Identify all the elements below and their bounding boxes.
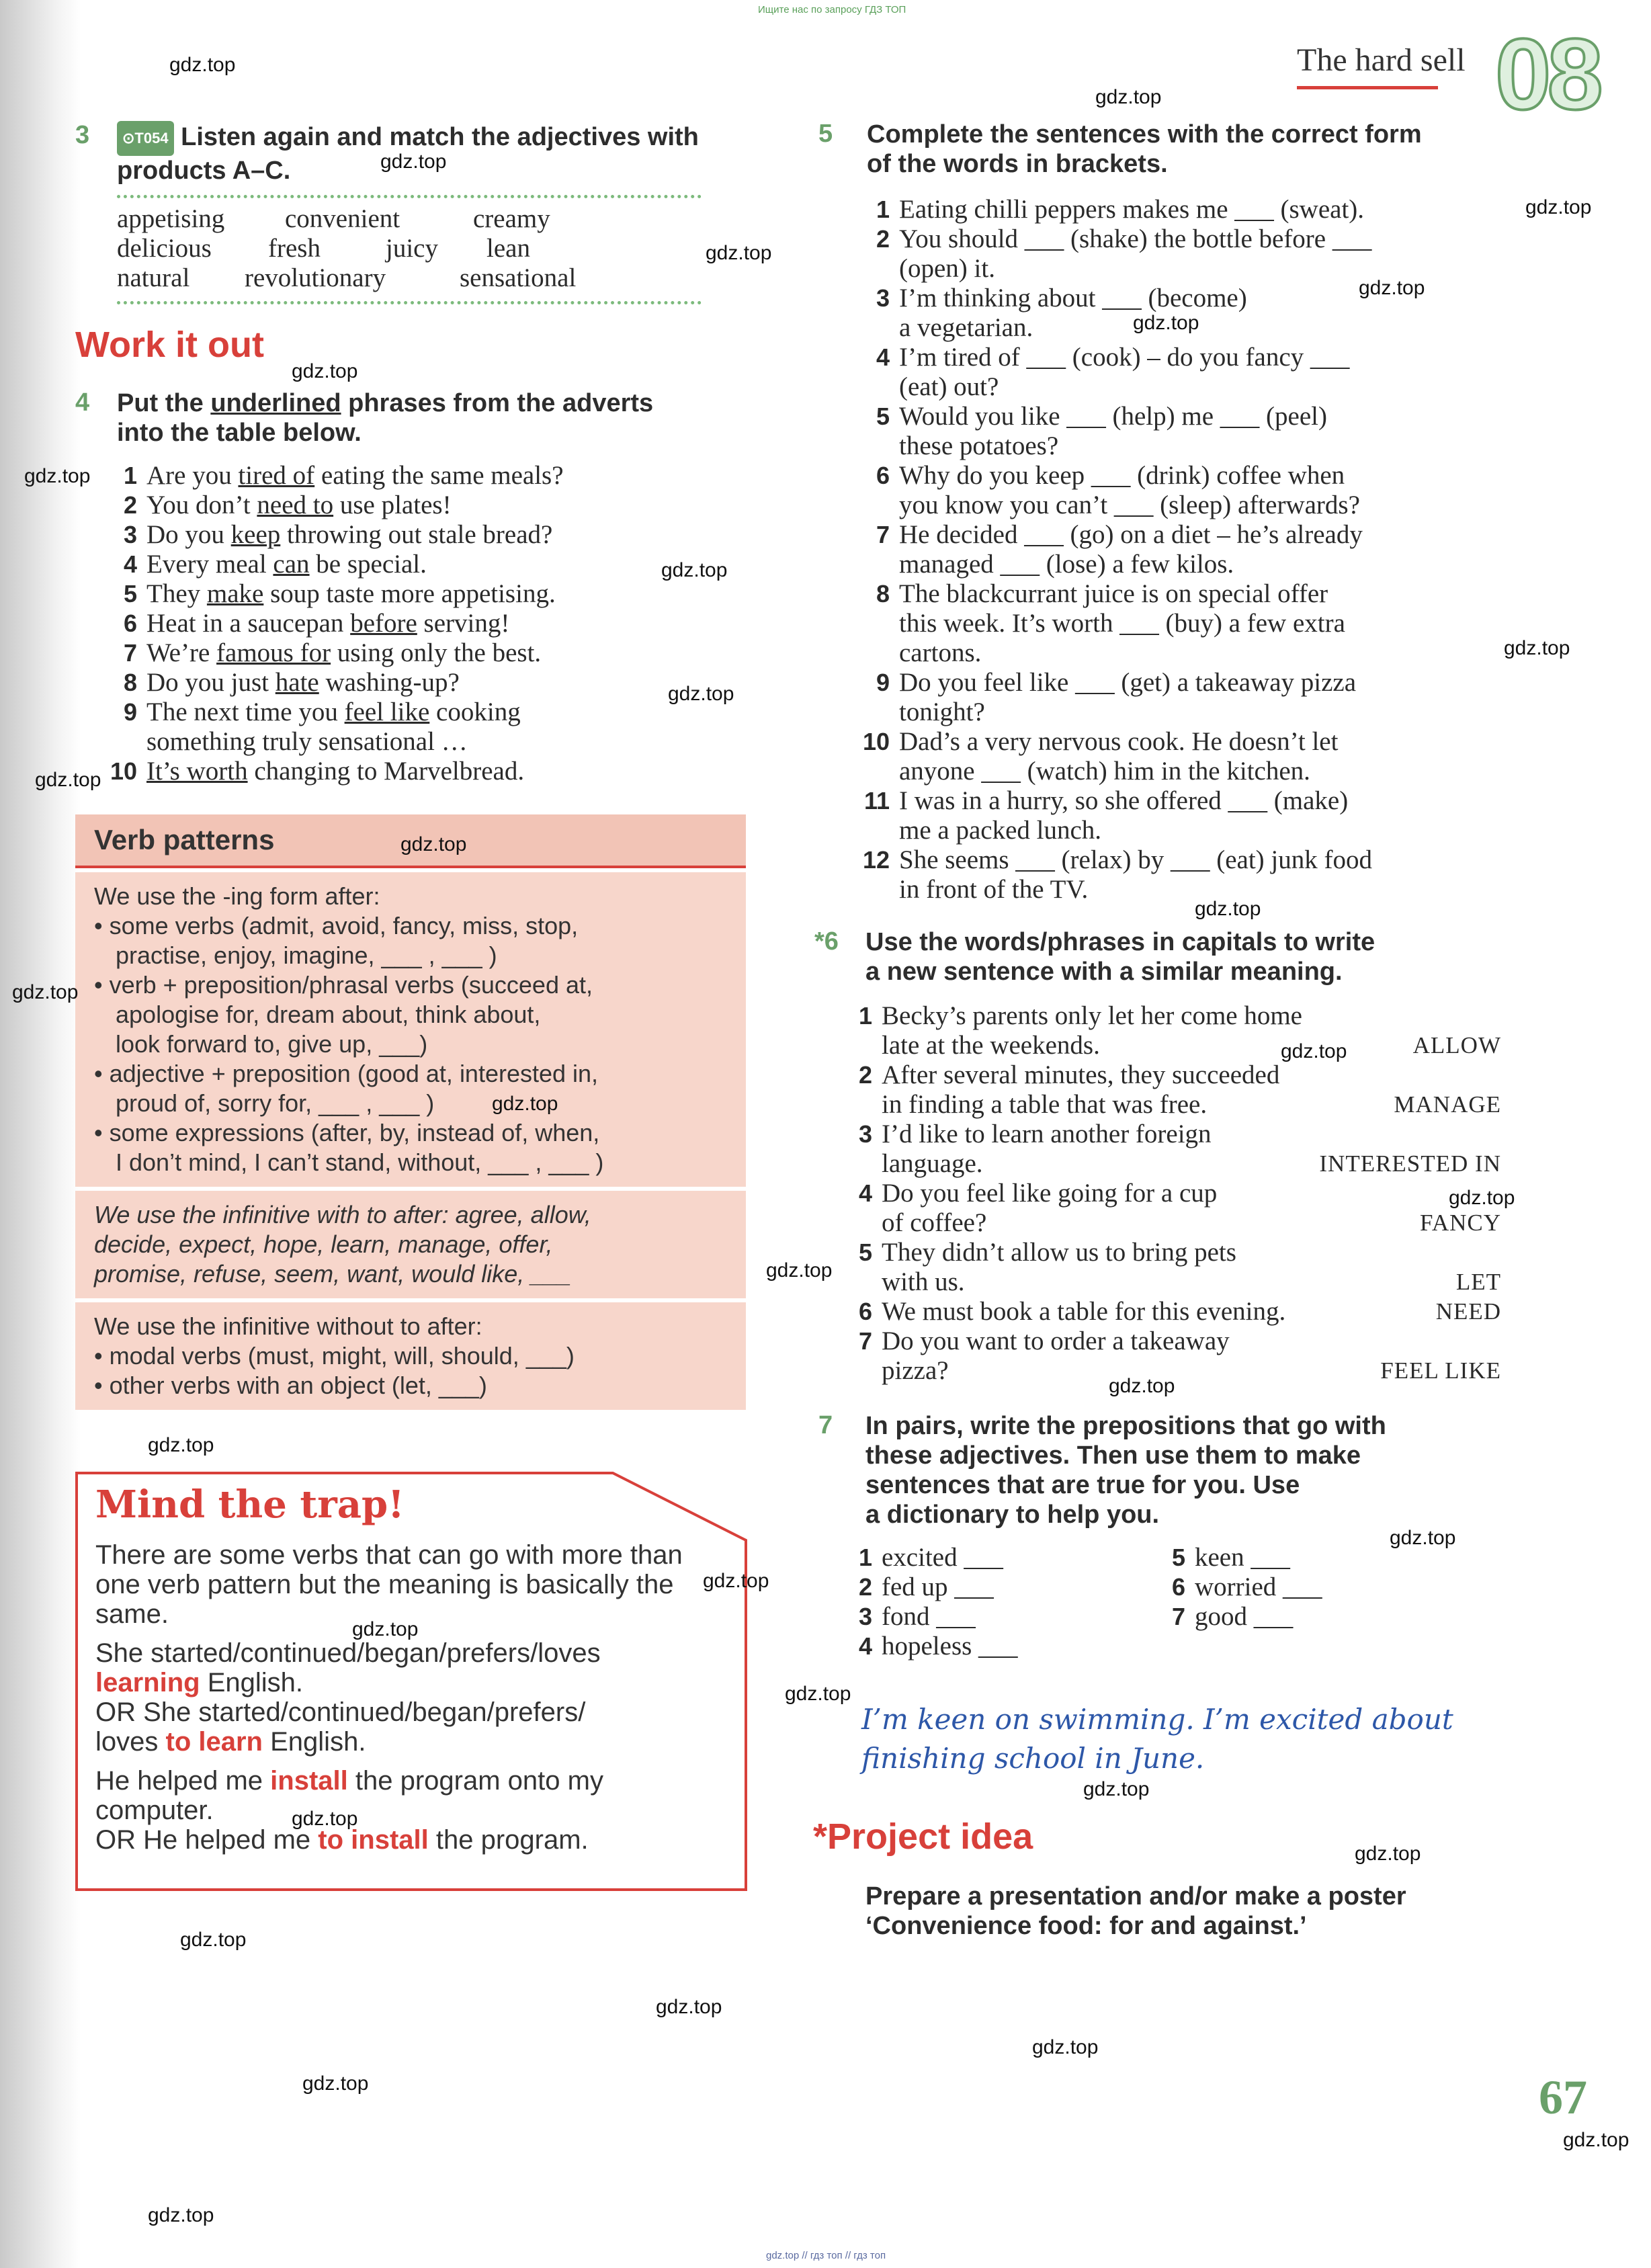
ex3-bottom-dots [117,301,702,304]
watermark: gdz.top [1281,1040,1347,1062]
item-line: (open) it. [899,254,995,283]
ex5-item [860,520,1519,579]
item-text: fed up ___ [882,1572,994,1601]
watermark: gdz.top [148,2204,214,2226]
watermark: gdz.top [661,559,728,581]
underlined-phrase: tired of [238,461,315,490]
instruction-line: these adjectives. Then use them to make [865,1441,1361,1470]
trap-body: There are some verbs that can go with more than one verb pattern but the meaning is basically the same. She started/continued/began/prefers/loves learning English. OR She started/continued/began/prefers/ loves to learn English. He helped me install the program onto my computer. OR He helped me to install the program. [95,1540,683,1855]
item-text [882,1238,1501,1297]
ex7-item [1156,1572,1451,1602]
item-text [146,491,452,520]
item-line: You should ___ (shake) the bottle before ___ [899,224,1372,253]
item-line-with-keyword [882,1208,1501,1238]
underlined-phrase: need to [257,491,334,519]
item-line: Would you like ___ (help) me ___ (peel) [899,402,1327,431]
ex4-item [108,550,753,579]
pattern-line: I don’t mind, I can’t stand, without, ___ , ___ ) [116,1148,604,1176]
item-number [108,727,137,757]
item-number: 9 [123,698,137,726]
item-number: 8 [876,580,890,607]
item-text: keen ___ [1195,1543,1290,1572]
watermark: gdz.top [1032,2036,1099,2058]
watermark: gdz.top [380,151,447,173]
audio-track-icon[interactable]: ⊙T054 [117,121,174,156]
item-number: 10 [110,757,137,785]
watermark: gdz.top [1525,196,1592,218]
item-line: I’m thinking about ___ (become) [899,284,1247,312]
item-line: late at the weekends. [882,1031,1100,1060]
text-pre: Do you just [146,668,276,697]
item-line: He decided ___ (go) on a diet – he’s already [899,520,1363,549]
item-text [899,461,1360,520]
handwritten-example: I’m keen on swimming. I’m excited about finishing school in June. [861,1703,1453,1775]
item-number: 1 [123,462,137,489]
watermark: gdz.top [352,1618,419,1640]
item-number: 4 [858,1632,872,1660]
item-number: 4 [876,343,890,371]
pattern-line: • adjective + preposition (good at, interested in, [94,1060,599,1087]
item-text [146,668,460,698]
text-pre: We’re [146,638,217,667]
item-number: 7 [123,639,137,667]
unit-number: 08 [1495,17,1599,130]
header-title: The hard sell [1297,42,1466,78]
ex4-item [108,520,753,550]
watermark: gdz.top [1359,277,1425,299]
ex3-instruction: ⊙T054 Listen again and match the adjectives with products A–C. [117,121,755,185]
watermark: gdz.top [785,1683,851,1705]
word-row-2: delicious fresh juicy lean [117,234,530,263]
item-line: I’m tired of ___ (cook) – do you fancy ___ [899,343,1350,372]
ex4-instruction: Put the underlined phrases from the adverts into the table below. [117,389,654,447]
item-line: We must book a table for this evening. [882,1297,1286,1326]
item-number: 5 [123,580,137,607]
item-number: 11 [863,787,890,814]
page-number: 67 [1539,2070,1587,2124]
item-text [899,402,1327,461]
ex7-list-left [843,1543,1138,1661]
watermark: gdz.top [12,981,79,1003]
underlined-phrase: feel like [344,698,430,726]
ex6-item [843,1238,1501,1297]
watermark: gdz.top [1133,312,1199,334]
item-number: 2 [858,1061,872,1089]
item-line: I was in a hurry, so she offered ___ (make) [899,786,1349,815]
text-pre: Are you [146,461,239,490]
watermark: gdz.top [169,54,236,76]
project-idea-text: Prepare a presentation and/or make a poster ‘Convenience food: for and against.’ [865,1882,1406,1940]
pattern-line: We use the infinitive without to after: [94,1312,482,1340]
item-line: in finding a table that was free. [882,1090,1208,1119]
item-number: 2 [876,225,890,253]
item-text [899,727,1338,786]
item-text: excited ___ [882,1543,1003,1572]
item-line: me a packed lunch. [899,816,1102,845]
pattern-line: • some expressions (after, by, instead of, when, [94,1119,600,1146]
item-text [882,1001,1501,1060]
item-line-with-keyword [882,1090,1501,1120]
watermark: gdz.top [1449,1187,1515,1209]
item-number: 4 [858,1179,872,1207]
item-line: Do you want to order a takeaway [882,1327,1230,1355]
ex7-item [1156,1602,1451,1632]
verb-patterns-bare-infinitive [75,1302,746,1410]
ex4-item [108,668,753,698]
text-post: using only the best. [331,638,542,667]
item-number: 6 [876,462,890,489]
watermark: gdz.top [1195,898,1261,920]
bottom-banner: gdz.top // гдз топ // гдз топ [766,2250,886,2261]
watermark: gdz.top [1109,1375,1175,1397]
item-number: 6 [1171,1573,1185,1601]
item-line: After several minutes, they succeeded [882,1060,1280,1089]
item-line-with-keyword [882,1149,1501,1179]
item-text [882,1297,1501,1327]
ex5-item [860,786,1519,845]
text-post: cooking [429,698,521,726]
ex7-number: 7 [818,1411,833,1439]
item-line: She seems ___ (relax) by ___ (eat) junk food [899,845,1372,874]
keyword-capitals: LET [1455,1269,1501,1295]
item-line-with-keyword [882,1356,1501,1386]
item-text [146,727,468,757]
verb-patterns-box [75,814,746,1410]
ex6-item [843,1001,1501,1060]
pattern-line: • verb + preposition/phrasal verbs (succeed at, [94,971,593,999]
ex6-item [843,1120,1501,1179]
item-number: 3 [858,1120,872,1148]
verb-patterns-ing: We use the -ing form after: • some verbs (admit, avoid, fancy, miss, stop, practise, enjoy, imagine, ___ , ___ ) • verb + preposition/phrasal verbs (succeed at, apologise for, dream about, think about, look forward to, give up, ___) • adjective + preposition (good at, interested in, proud of, sorry for, ___ , ___ ) • some expressions (after, by, instead of, when, I don’t mind, I can’t stand, without, ___ , ___ ) [75,872,746,1187]
instruction-line: In pairs, write the prepositions that go with [865,1412,1386,1440]
ex5-instruction: Complete the sentences with the correct form of the words in brackets. [867,120,1422,178]
instruction-line: a dictionary to help you. [865,1501,1160,1529]
text-post: serving! [417,609,510,638]
top-banner: Ищите нас по запросу ГДЗ ТОП [758,4,906,15]
item-line-with-keyword [882,1031,1501,1060]
ex7-item [843,1572,1138,1602]
text-post: changing to Marvelbread. [247,757,525,786]
item-line-with-keyword [882,1267,1501,1297]
item-text [146,757,524,786]
text-post: soup taste more appetising. [263,579,556,608]
item-text [146,579,556,609]
item-line: Becky’s parents only let her come home [882,1001,1302,1030]
item-text [146,461,564,491]
item-text [899,579,1345,668]
item-line: anyone ___ (watch) him in the kitchen. [899,757,1310,786]
ex4-item [108,698,753,727]
item-text: fond ___ [882,1602,976,1631]
ex7-instruction [865,1411,1504,1529]
item-line: this week. It’s worth ___ (buy) a few extra [899,609,1345,638]
pattern-line: proud of, sorry for, ___ , ___ ) [116,1089,435,1117]
ex3-top-dots [117,195,702,198]
pattern-line: • some verbs (admit, avoid, fancy, miss, stop, [94,912,579,939]
item-line: you know you can’t ___ (sleep) afterwards? [899,491,1360,519]
ex4-item [108,638,753,668]
watermark: gdz.top [24,465,91,487]
item-number: 7 [858,1327,872,1355]
item-line: Do you feel like ___ (get) a takeaway pizza [899,668,1357,697]
item-text [146,698,521,727]
item-line: Eating chilli peppers makes me ___ (sweat). [899,195,1365,224]
item-number: 3 [876,284,890,312]
pattern-line: • other verbs with an object (let, ___) [94,1372,487,1399]
watermark: gdz.top [668,683,734,705]
item-text [899,520,1363,579]
text-post: throwing out stale bread? [280,520,553,549]
text-pre: They [146,579,207,608]
item-text [899,195,1364,224]
watermark: gdz.top [766,1259,833,1282]
text-post: washing-up? [319,668,460,697]
mind-the-trap-box [75,1466,746,1890]
text-pre: Do you [146,520,231,549]
ex5-item [860,343,1519,402]
pattern-line: • modal verbs (must, might, will, should, ___) [94,1342,575,1370]
item-text [899,343,1349,402]
ex3-number: 3 [75,121,90,149]
underlined-phrase: It’s worth [146,757,248,786]
project-idea-heading: *Project idea [813,1816,1033,1857]
item-number: 6 [123,610,137,637]
item-line: managed ___ (lose) a few kilos. [899,550,1234,579]
ex5-item [860,845,1519,905]
item-number: 1 [876,196,890,223]
watermark: gdz.top [148,1434,214,1456]
ex5-number: 5 [818,120,833,148]
ex6-list [843,1001,1501,1386]
item-line: Why do you keep ___ (drink) coffee when [899,461,1345,490]
item-number: 5 [1171,1544,1185,1571]
pattern-line: decide, expect, hope, learn, manage, offer, [94,1230,553,1258]
item-text [882,1327,1501,1386]
watermark: gdz.top [1504,637,1570,659]
watermark: gdz.top [180,1929,247,1951]
ex5-item [860,195,1519,224]
item-number: 6 [858,1298,872,1325]
watermark: gdz.top [292,360,358,382]
keyword-capitals: INTERESTED IN [1319,1150,1501,1177]
item-line: of coffee? [882,1208,987,1237]
item-line: in front of the TV. [899,875,1089,904]
item-line: They didn’t allow us to bring pets [882,1238,1236,1267]
item-line: pizza? [882,1356,949,1385]
item-number: 5 [858,1238,872,1266]
pattern-line: promise, refuse, seem, want, would like, ___ [94,1260,572,1288]
ex4-number: 4 [75,388,90,417]
keyword-capitals: MANAGE [1394,1091,1501,1118]
item-text: worried ___ [1195,1572,1322,1601]
item-number: 5 [876,403,890,430]
ex5-item [860,461,1519,520]
ex6-item [843,1060,1501,1120]
watermark: gdz.top [1390,1527,1456,1549]
item-number: 7 [876,521,890,548]
watermark: gdz.top [1083,1778,1150,1800]
ex4-item [108,461,753,491]
watermark: gdz.top [400,833,467,855]
ex4-item [108,579,753,609]
item-text [146,520,552,550]
ex7-item [843,1543,1138,1572]
ex5-item [860,224,1519,284]
item-line-with-keyword [882,1297,1501,1327]
text-pre: something truly sensational … [146,727,468,756]
keyword-capitals: NEED [1435,1298,1501,1325]
underlined-phrase: make [206,579,264,608]
item-line: these potatoes? [899,431,1059,460]
trap-title: Mind the trap! [95,1482,405,1527]
text-pre: Heat in a saucepan [146,609,351,638]
item-number: 10 [862,728,890,755]
item-number: 1 [858,1544,872,1571]
text-post: use plates! [333,491,452,519]
instruction-line: sentences that are true for you. Use [865,1471,1300,1499]
word-row-1: appetising convenient creamy [117,204,550,233]
item-line: tonight? [899,698,985,726]
watermark: gdz.top [703,1570,769,1592]
verb-patterns-to-infinitive [75,1191,746,1298]
pattern-line: look forward to, give up, ___) [116,1030,428,1058]
item-text [899,224,1371,284]
work-it-out-heading: Work it out [75,325,264,365]
ex5-item [860,579,1519,668]
ex4-item [108,491,753,520]
item-number: 3 [123,521,137,548]
item-number: 3 [858,1603,872,1630]
ex7-item [843,1602,1138,1632]
item-text [899,668,1356,727]
underlined-phrase: hate [275,668,319,697]
ex7-item [843,1632,1138,1661]
ex4-item [108,727,753,757]
item-number: 1 [858,1002,872,1030]
ex5-list [860,195,1519,905]
pattern-line: We use the infinitive with to after: agree, allow, [94,1201,591,1228]
item-number: 2 [858,1573,872,1601]
item-line: (eat) out? [899,372,999,401]
item-number: 4 [123,550,137,578]
item-text: good ___ [1195,1602,1294,1631]
underlined-phrase: famous for [216,638,331,667]
underlined-phrase: can [273,550,310,579]
keyword-capitals: ALLOW [1412,1032,1501,1058]
item-line: Dad’s a very nervous cook. He doesn’t let [899,727,1339,756]
text-post: be special. [309,550,427,579]
item-text [146,638,541,668]
watermark: gdz.top [1355,1843,1421,1865]
item-line: Do you feel like going for a cup [882,1179,1218,1208]
item-line: a vegetarian. [899,313,1033,342]
ex6-number: *6 [814,927,839,956]
item-line: The blackcurrant juice is on special offer [899,579,1328,608]
text-pre: Every meal [146,550,273,579]
watermark: gdz.top [706,242,772,264]
pattern-line: apologise for, dream about, think about, [116,1001,541,1028]
item-text [899,845,1372,905]
ex6-item [843,1179,1501,1238]
item-text [899,786,1348,845]
underlined-phrase: keep [230,520,281,549]
item-number: 8 [123,669,137,696]
item-number: 12 [862,846,890,874]
item-text [146,550,427,579]
watermark: gdz.top [302,2072,369,2095]
text-post: eating the same meals? [314,461,564,490]
ex4-item [108,609,753,638]
pattern-line: practise, enjoy, imagine, ___ , ___ ) [116,941,497,969]
item-text [882,1120,1501,1179]
item-number: 2 [123,491,137,519]
ex4-item [108,757,753,786]
item-number: 9 [876,669,890,696]
ex4-list [108,461,753,786]
underlined-phrase: before [350,609,417,638]
ex3-word-box [117,204,722,293]
keyword-capitals: FANCY [1419,1210,1501,1236]
ex6-instruction: Use the words/phrases in capitals to write a new sentence with a similar meaning. [865,928,1375,986]
item-text: hopeless ___ [882,1632,1018,1661]
ex6-item [843,1297,1501,1327]
text-pre: The next time you [146,698,345,726]
item-text [882,1179,1501,1238]
ex7-list-right [1156,1543,1451,1632]
item-line: I’d like to learn another foreign [882,1120,1212,1148]
header-rule [1297,86,1438,89]
watermark: gdz.top [1095,86,1162,108]
watermark: gdz.top [35,769,101,791]
item-text [146,609,509,638]
verb-patterns-title: Verb patterns [75,814,746,868]
keyword-capitals: FEEL LIKE [1380,1357,1501,1384]
watermark: gdz.top [1563,2129,1629,2151]
item-number: 7 [1171,1603,1185,1630]
item-line: cartons. [899,638,982,667]
ex5-item [860,402,1519,461]
text-pre: You don’t [146,491,257,519]
ex5-item [860,668,1519,727]
word-row-3: natural revolutionary sensational [117,263,577,292]
item-line: language. [882,1149,983,1178]
ex5-item [860,727,1519,786]
watermark: gdz.top [292,1808,358,1830]
item-line: with us. [882,1267,965,1296]
watermark: gdz.top [656,1996,722,2018]
page-binding-shadow [0,0,81,2268]
item-text [882,1060,1501,1120]
watermark: gdz.top [492,1093,558,1115]
